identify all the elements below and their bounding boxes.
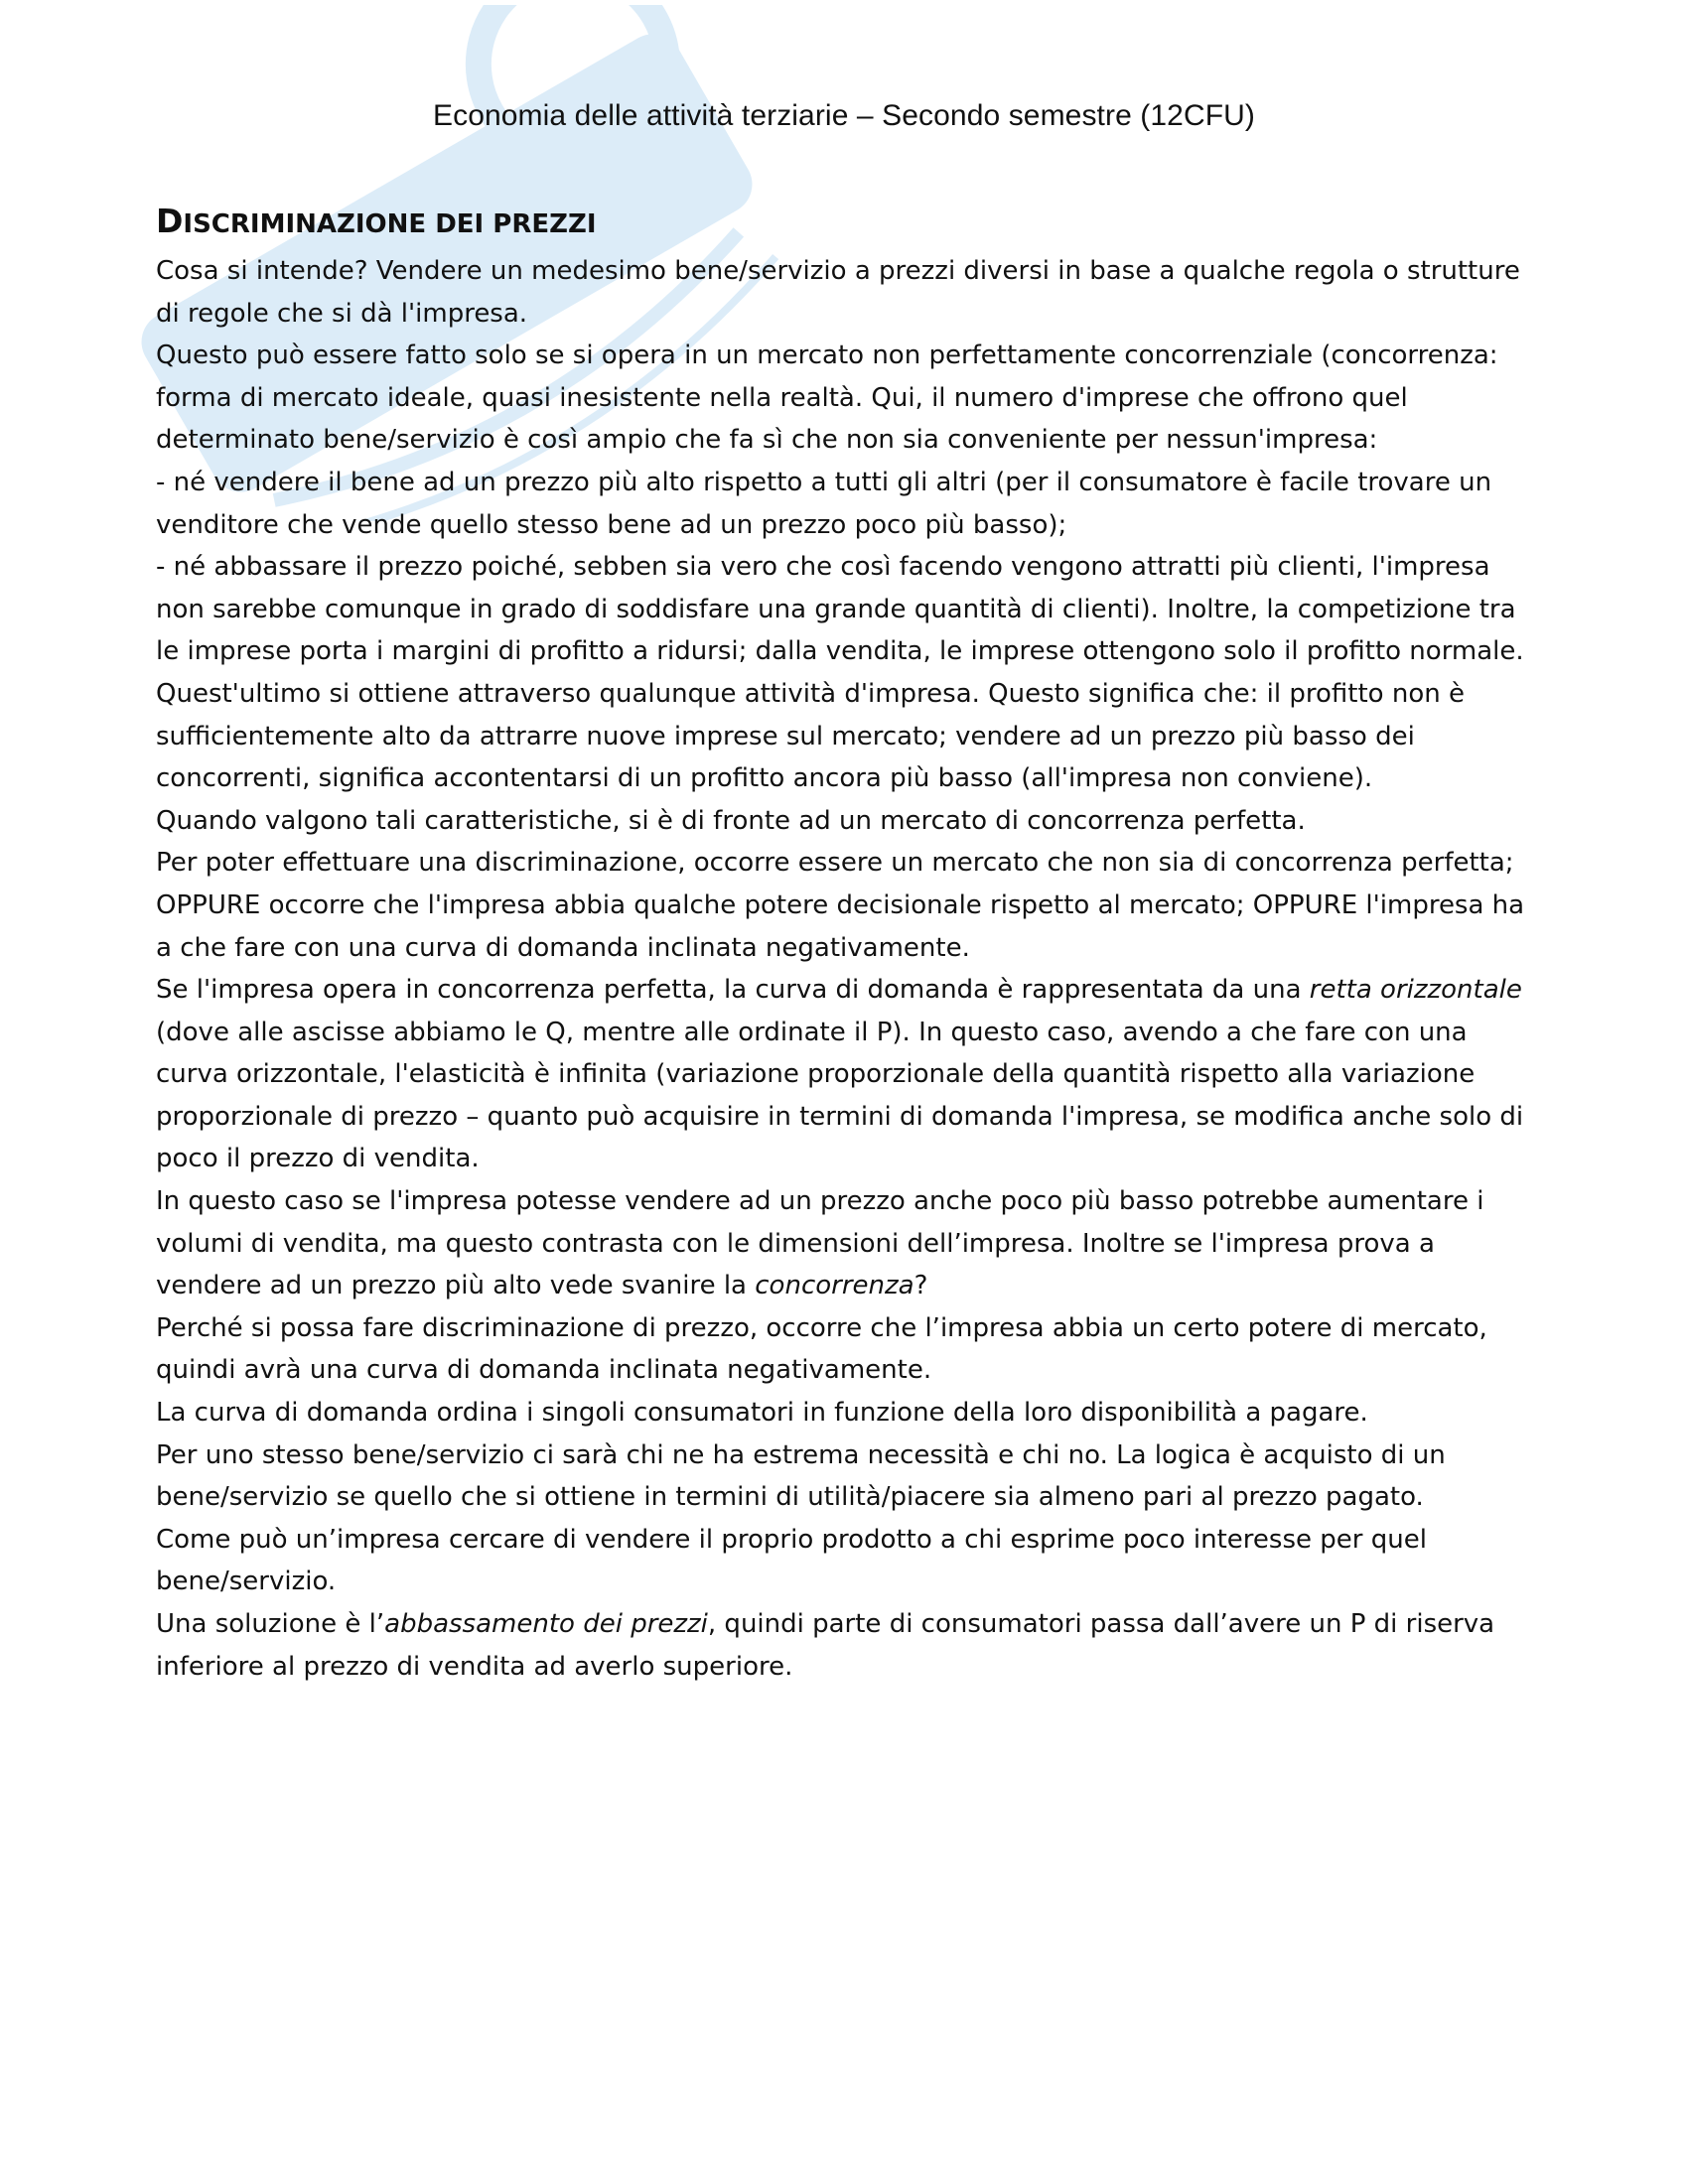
section-title-rest: ISCRIMINAZIONE DEI PREZZI bbox=[183, 209, 597, 239]
section-title-initial: D bbox=[156, 202, 184, 240]
italic-term: retta orizzontale bbox=[1309, 975, 1522, 1006]
page-header: Economia delle attività terziarie – Secondo semestre (12CFU) bbox=[432, 99, 1256, 132]
paragraph bbox=[156, 1603, 1546, 1688]
paragraph: Per uno stesso bene/servizio ci sarà chi ne ha estrema necessità e chi no. La logica è acquisto di un bene/servizio se quello che si ottiene in termini di utilità/piacere sia almeno pari al prezzo pagato. bbox=[156, 1439, 1446, 1513]
paragraph-text: Una soluzione è l’ bbox=[156, 1609, 385, 1639]
paragraph: Questo può essere fatto solo se si opera in un mercato non perfettamente concorrenziale (concorrenza: forma di mercato ideale, quasi inesistente nella realtà. Qui, il numero d'imprese che offrono quel determinato bene/servizio è così ampio che fa sì che non sia conveniente per nessun'impresa: bbox=[156, 341, 1498, 456]
paragraph bbox=[156, 969, 1546, 1180]
document-body bbox=[156, 199, 1546, 1688]
paragraph bbox=[156, 1180, 1546, 1307]
paragraph: Perché si possa fare discriminazione di prezzo, occorre che l’impresa abbia un certo potere di mercato, quindi avrà una curva di domanda inclinata negativamente. bbox=[156, 1312, 1487, 1386]
section-title bbox=[156, 199, 1546, 247]
italic-term: concorrenza bbox=[755, 1271, 914, 1301]
paragraph-text: ? bbox=[914, 1271, 928, 1301]
paragraph-text: In questo caso se l'impresa potesse vendere ad un prezzo anche poco più basso potrebbe aumentare i volumi di vendita, ma questo contrasta con le dimensioni dell’impresa. Inoltre se l'impresa prova a vendere ad un prezzo più alto vede svanire la bbox=[156, 1186, 1484, 1301]
paragraph-text: (dove alle ascisse abbiamo le Q, mentre alle ordinate il P). In questo caso, avendo a che fare con una curva orizzontale, l'elasticità è infinita (variazione proporzionale della quantità rispetto alla variazione proporzionale di prezzo – quanto può acquisire in termini di domanda l'impresa, se modifica anche solo di poco il prezzo di vendita. bbox=[156, 1017, 1524, 1174]
paragraph: Quando valgono tali caratteristiche, si è di fronte ad un mercato di concorrenza perfetta. bbox=[156, 805, 1306, 836]
paragraph: Per poter effettuare una discriminazione, occorre essere un mercato che non sia di concorrenza perfetta; OPPURE occorre che l'impresa abbia qualche potere decisionale rispetto al mercato; OPPURE l'impresa ha a che fare con una curva di domanda inclinata negativamente. bbox=[156, 848, 1525, 963]
italic-term: abbassamento dei prezzi bbox=[384, 1609, 708, 1639]
paragraph: Come può un’impresa cercare di vendere il proprio prodotto a chi esprime poco interesse per quel bene/servizio. bbox=[156, 1524, 1427, 1597]
paragraph-text: Se l'impresa opera in concorrenza perfetta, la curva di domanda è rappresentata da una bbox=[156, 975, 1310, 1006]
paragraph: - né abbassare il prezzo poiché, sebben sia vero che così facendo vengono attratti più clienti, l'impresa non sarebbe comunque in grado di soddisfare una grande quantità di clienti). Inoltre, la competizione tra le imprese porta i margini di profitto a ridursi; dalla vendita, le imprese ottengono solo il profitto normale. Quest'ultimo si ottiene attraverso qualunque attività d'impresa. Questo significa che: il profitto non è sufficientemente alto da attrarre nuove imprese sul mercato; vendere ad un prezzo più basso dei concorrenti, significa accontentarsi di un profitto ancora più basso (all'impresa non conviene). bbox=[156, 552, 1524, 794]
paragraph: Cosa si intende? Vendere un medesimo bene/servizio a prezzi diversi in base a qualche regola o strutture di regole che si dà l'impresa. bbox=[156, 256, 1520, 329]
paragraph: - né vendere il bene ad un prezzo più alto rispetto a tutti gli altri (per il consumatore è facile trovare un venditore che vende quello stesso bene ad un prezzo poco più basso); bbox=[156, 467, 1492, 540]
paragraph-text: , quindi parte di consumatori passa dall’avere un P di riserva inferiore al prezzo di vendita ad averlo superiore. bbox=[156, 1609, 1495, 1682]
paragraph: La curva di domanda ordina i singoli consumatori in funzione della loro disponibilità a pagare. bbox=[156, 1398, 1368, 1429]
